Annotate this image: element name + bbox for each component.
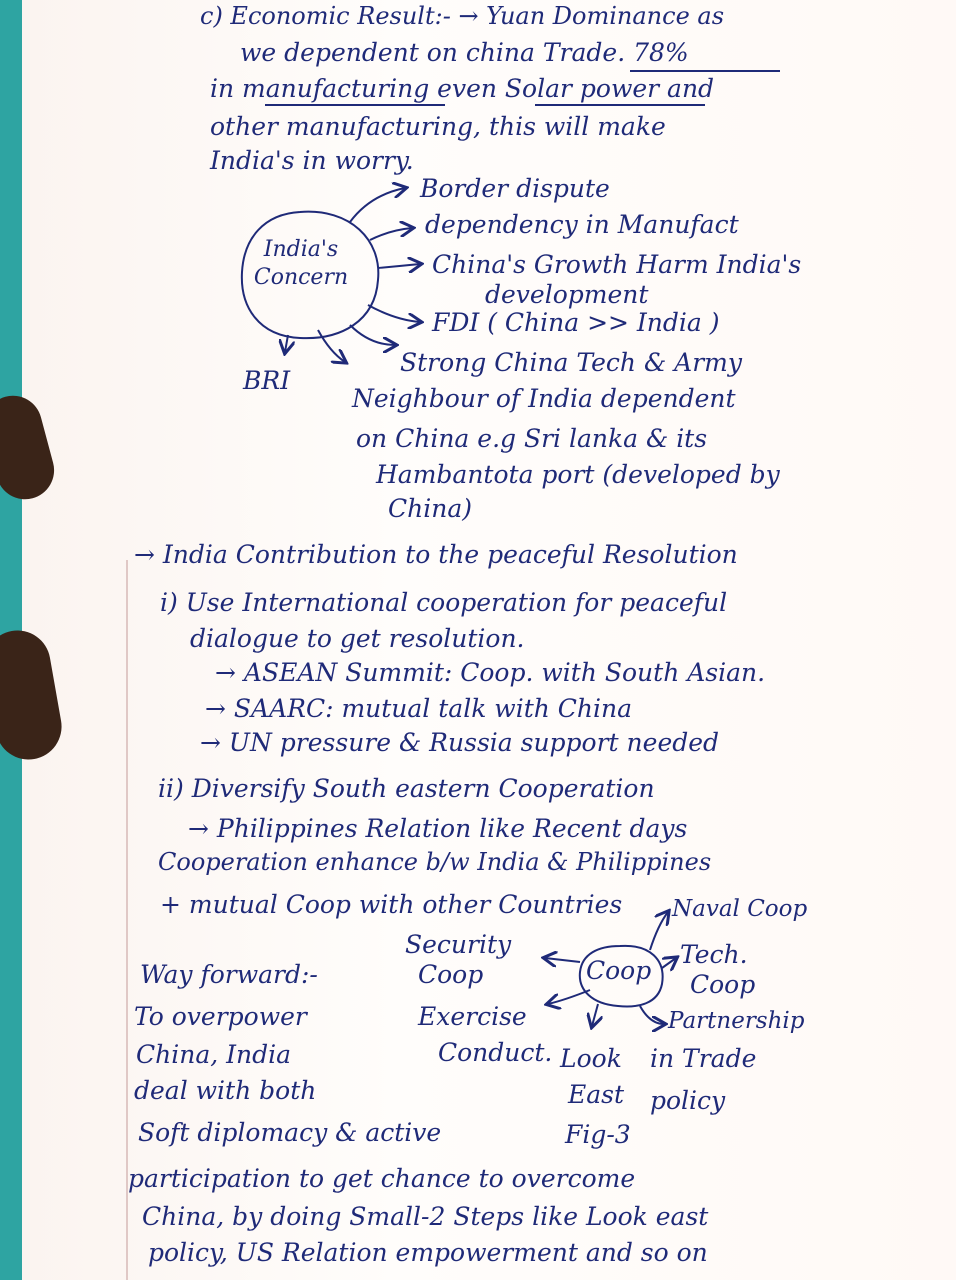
way-forward-line-3: China, India (136, 1040, 292, 1069)
contribution-sub-3: → UN pressure & Russia support needed (200, 728, 720, 757)
concern-branch-1: Border dispute (420, 174, 610, 203)
contribution-ii-line-1: ii) Diversify South eastern Cooperation (158, 774, 655, 803)
coop-tech-2: Coop (690, 970, 756, 999)
note-line-4: other manufacturing, this will make (210, 112, 666, 141)
coop-partner-2: in Trade (650, 1044, 757, 1073)
way-forward-line-2: To overpower (134, 1002, 307, 1031)
coop-fig-label: Fig-3 (565, 1120, 631, 1149)
concern-branch-3: China's Growth Harm India's (432, 250, 802, 279)
concern-branch-2: dependency in Manufact (425, 210, 739, 239)
contribution-sub-1: → ASEAN Summit: Coop. with South Asian. (215, 658, 766, 687)
coop-exercise-1: Exercise (418, 1002, 527, 1031)
way-forward-line-1: Way forward:- (140, 960, 318, 989)
contribution-i-line-1: i) Use International cooperation for peaceful (160, 588, 728, 617)
way-forward-line-5: Soft diplomacy & active (138, 1118, 442, 1147)
strong-line-2: Neighbour of India dependent (352, 384, 736, 413)
strong-line-3: on China e.g Sri lanka & its (356, 424, 708, 453)
note-line-1: c) Economic Result:- → Yuan Dominance as (200, 2, 725, 30)
contribution-ii-line-2: → Philippines Relation like Recent days (188, 814, 688, 843)
contribution-ii-line-3: Cooperation enhance b/w India & Philippines (158, 848, 712, 876)
coop-security-2: Coop (418, 960, 484, 989)
contribution-i-line-2: dialogue to get resolution. (190, 624, 525, 653)
strong-line-1: Strong China Tech & Army (400, 348, 743, 377)
note-line-5: India's in worry. (210, 146, 414, 175)
coop-look-2: East (568, 1080, 625, 1109)
coop-tech-1: Tech. (680, 940, 748, 969)
contribution-sub-2: → SAARC: mutual talk with China (205, 694, 633, 723)
concern-branch-5: FDI ( China >> India ) (432, 308, 720, 337)
contribution-heading: → India Contribution to the peaceful Resolution (134, 540, 738, 569)
contribution-ii-line-4: + mutual Coop with other Countries (160, 890, 623, 919)
way-forward-line-8: policy, US Relation empowerment and so on (148, 1238, 708, 1267)
coop-center-label: Coop (586, 956, 652, 985)
underline-manufacturing (265, 104, 445, 106)
coop-security-1: Security (405, 930, 512, 959)
way-forward-line-6: participation to get chance to overcome (128, 1164, 636, 1193)
coop-partner-1: Partnership (668, 1008, 805, 1034)
way-forward-line-4: deal with both (134, 1076, 317, 1105)
strong-line-4: Hambantota port (developed by (376, 460, 780, 489)
coop-exercise-2: Conduct. (438, 1038, 553, 1067)
concern-branch-4: development (485, 280, 649, 309)
coop-look-3: policy (650, 1086, 726, 1115)
note-line-2: we dependent on china Trade. 78% (240, 38, 689, 67)
underline-solar (535, 104, 705, 106)
strong-line-5: China) (388, 494, 472, 523)
coop-naval: Naval Coop (672, 896, 808, 922)
concern-center-label: India's Concern (253, 237, 349, 290)
coop-look-1: Look (560, 1044, 622, 1073)
underline-trade (630, 70, 780, 72)
note-line-3: in manufacturing even Solar power and (210, 74, 715, 103)
way-forward-line-7: China, by doing Small-2 Steps like Look east (142, 1202, 709, 1231)
bri-label: BRI (243, 366, 291, 395)
